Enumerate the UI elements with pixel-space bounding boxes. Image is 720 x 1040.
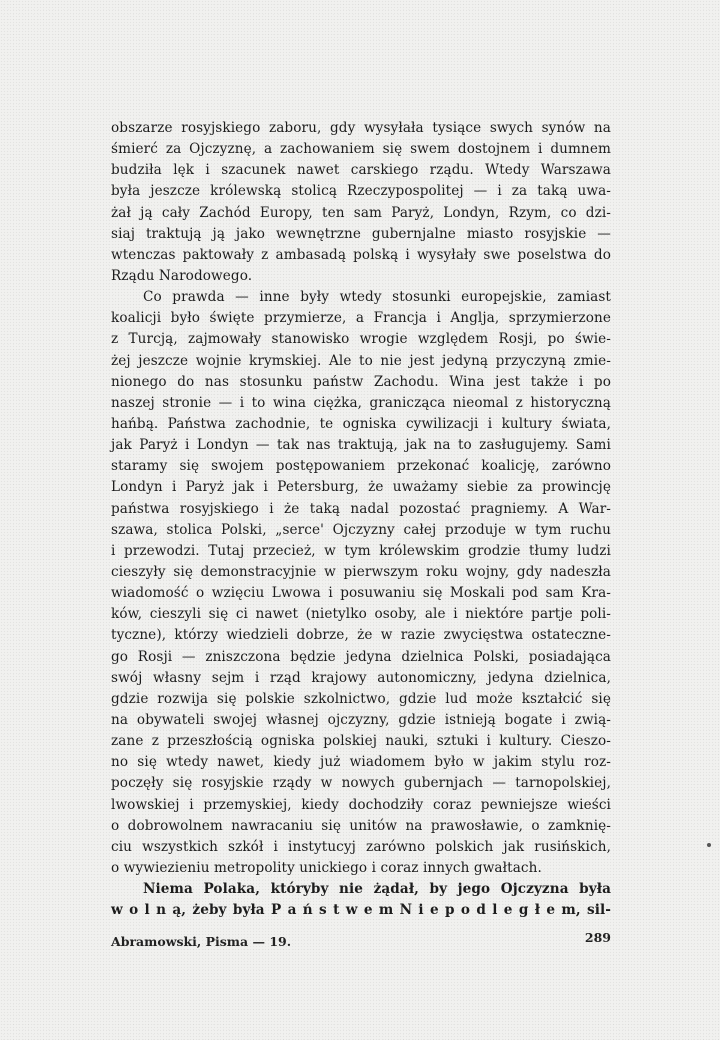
text-line: tyczne), którzy wiedzieli dobrze, że w razie zwycięstwa ostateczne- <box>111 627 611 644</box>
text-line: na obywateli swojej własnej ojczyzny, gdzie istnieją bogate i zwią- <box>111 711 611 728</box>
page-footer <box>111 930 611 956</box>
text-line: zane z przeszłością ogniska polskiej nauki, sztuki i kultury. Cieszo- <box>111 733 611 750</box>
text-line: Londyn i Paryż jak i Petersburg, że uważamy siebie za prowincję <box>111 479 611 496</box>
text-line: państwa rosyjskiego i że taką nadal pozostać pragniemy. A War- <box>111 500 611 517</box>
text-line: budziła lęk i szacunek nawet carskiego rządu. Wtedy Warszawa <box>111 162 611 179</box>
text-line: poczęły się rosyjskie rządy w nowych gubernjach — tarnopolskiej, <box>111 775 611 792</box>
text-line: naszej stronie — i to wina ciężka, granicząca nieomal z historyczną <box>111 394 611 411</box>
text-line: hańbą. Państwa zachodnie, te ogniska cywilizacji i kultury świata, <box>111 415 611 432</box>
running-title: Abramowski, Pisma — 19. <box>111 934 292 949</box>
text-line: siaj traktują ją jako wewnętrzne gubernjalne miasto rosyjskie — <box>111 225 611 242</box>
text-line: w o l n ą, żeby była P a ń s t w e m N i e p o d l e g ł e m, sil- <box>111 902 611 919</box>
text-line: go Rosji — zniszczona będzie jedyna dzielnica Polski, posiadająca <box>111 648 611 665</box>
text-line: no się wtedy nawet, kiedy już wiadomem było w jakim stylu roz- <box>111 754 611 771</box>
text-line: wiadomość o wzięciu Lwowa i posuwaniu się Moskali pod sam Kra- <box>111 585 611 602</box>
text-line: Co prawda — inne były wtedy stosunki europejskie, zamiast <box>143 289 611 306</box>
text-line: obszarze rosyjskiego zaboru, gdy wysyłała tysiące swych synów na <box>111 120 611 136</box>
text-line: o wywiezieniu metropolity unickiego i coraz innych gwałtach. <box>111 859 542 876</box>
text-line: lwowskiej i przemyskiej, kiedy dochodziły coraz pewniejsze wieści <box>111 796 611 813</box>
text-line: nionego do nas stosunku państw Zachodu. Wina jest także i po <box>111 373 611 390</box>
text-line: koalicji było święte przymierze, a Francja i Anglja, sprzymierzone <box>111 310 611 327</box>
margin-ink-dot <box>707 843 711 847</box>
text-line: jak Paryż i Londyn — tak nas traktują, jak na to zasługujemy. Sami <box>111 437 611 454</box>
text-line: szawa, stolica Polski, „serce' Ojczyzny całej przoduje w tym ruchu <box>111 521 611 538</box>
text-line: o dobrowolnem nawracaniu się unitów na prawosławie, o zamknię- <box>111 817 611 834</box>
text-line: Niema Polaka, któryby nie żądał, by jego Ojczyzna była <box>143 881 611 898</box>
text-line: ków, cieszyli się ci nawet (nietylko osoby, ale i niektóre partje poli- <box>111 606 611 623</box>
text-line: śmierć za Ojczyznę, a zachowaniem się swem dostojnem i dumnem <box>111 141 611 158</box>
text-line: cieszyły się demonstracyjnie w pierwszym roku wojny, gdy nadeszła <box>111 563 611 580</box>
text-line: z Turcją, zajmowały stanowisko wrogie względem Rosji, po świe- <box>111 331 611 348</box>
text-line: żej jeszcze wojnie krymskiej. Ale to nie jest jedyną przyczyną zmie- <box>111 352 611 369</box>
text-line: gdzie rozwija się polskie szkolnictwo, gdzie lud może kształcić się <box>111 690 611 707</box>
text-line: staramy się swojem postępowaniem przekonać koalicję, zarówno <box>111 458 611 475</box>
text-line: wtenczas paktowały z ambasadą polską i wysyłały swe poselstwa do <box>111 246 611 263</box>
text-line: ciu wszystkich szkół i instytucyj zarówno polskich jak rusińskich, <box>111 838 611 855</box>
text-line: i przewodzi. Tutaj przecież, w tym królewskim grodzie tłumy ludzi <box>111 542 611 559</box>
text-line: Rządu Narodowego. <box>111 267 253 284</box>
text-line: swój własny sejm i rząd krajowy autonomiczny, jedyna dzielnica, <box>111 669 611 686</box>
page-number: 289 <box>584 930 611 945</box>
text-line: była jeszcze królewską stolicą Rzeczypospolitej — i za taką uwa- <box>111 183 611 200</box>
text-line: żał ją cały Zachód Europy, ten sam Paryż, Londyn, Rzym, co dzi- <box>111 204 611 221</box>
body-text <box>111 118 611 921</box>
